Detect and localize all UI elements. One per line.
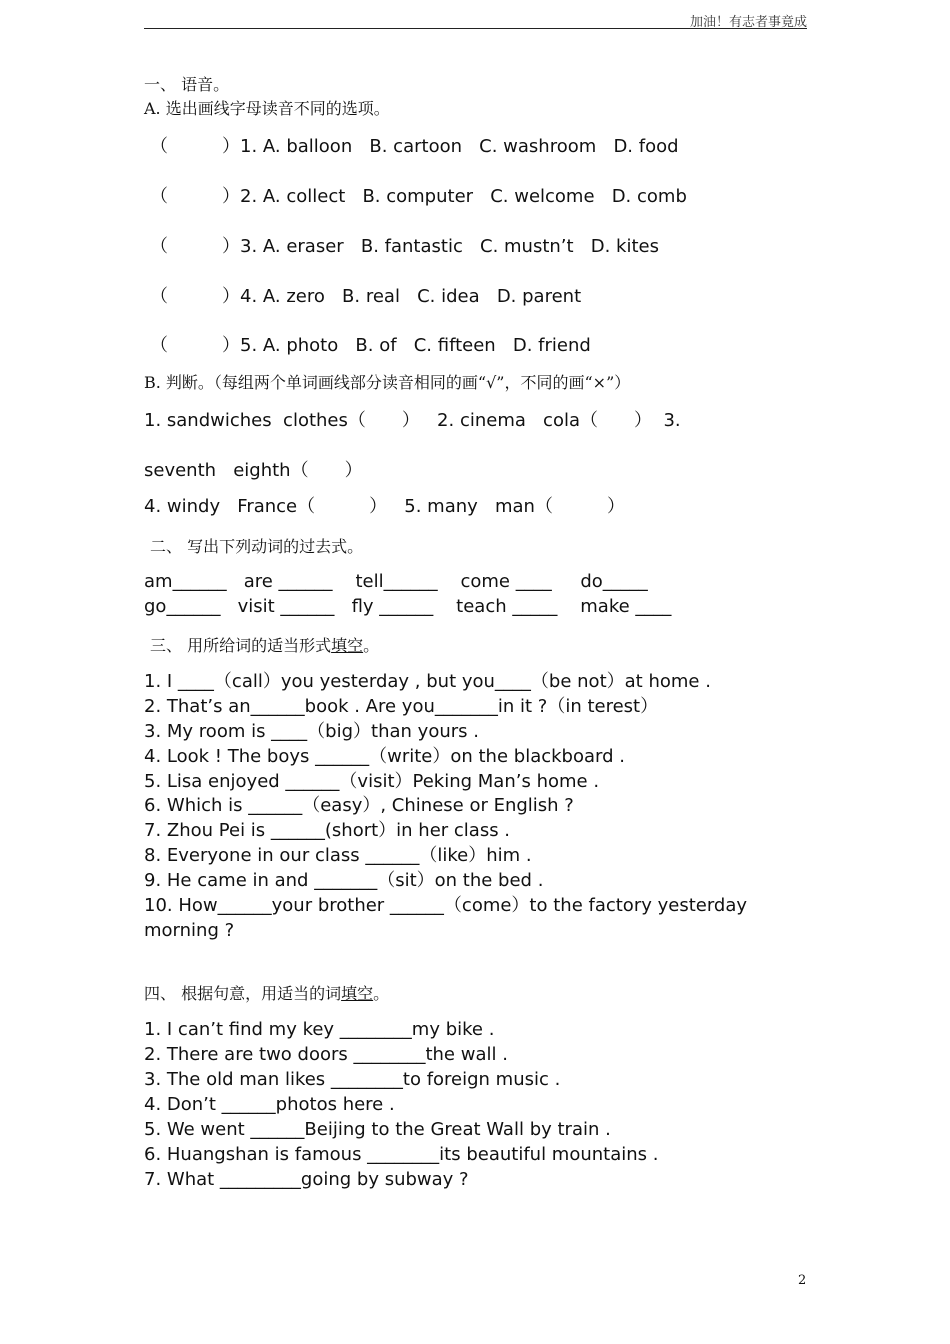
section-4-title: 四、 根据句意，用适当的词填空。 (144, 984, 390, 1003)
question-item: （ ）1. A. balloon B. cartoon C. washroom D. food (150, 136, 679, 157)
fill-item: 7. Zhou Pei is ______(short）in her class . (144, 820, 511, 841)
fill-item: 6. Huangshan is famous ________its beautiful mountains . (144, 1144, 659, 1165)
fill-item: 4. Look ! The boys ______（write）on the blackboard . (144, 746, 625, 767)
fill-item: 8. Everyone in our class ______（like）him . (144, 845, 532, 866)
fill-item: 3. My room is ____（big）than yours . (144, 721, 479, 742)
judge-line: 4. windy France（ ） 5. many man（ ） (144, 496, 625, 517)
fill-item: 3. The old man likes ________to foreign music . (144, 1069, 561, 1090)
judge-line: 1. sandwiches clothes（ ） 2. cinema cola（ ） 3. (144, 410, 681, 431)
fill-item: 6. Which is ______（easy）, Chinese or English ? (144, 795, 574, 816)
question-item: （ ）3. A. eraser B. fantastic C. mustn’t D. kites (150, 236, 659, 257)
fill-item: 2. There are two doors ________the wall . (144, 1044, 508, 1065)
part-b-title: B. 判断。（每组两个单词画线部分读音相同的画“√”，不同的画“×”） (144, 373, 631, 392)
question-item: （ ）2. A. collect B. computer C. welcome D. comb (150, 186, 687, 207)
judge-line: seventh eighth（ ） (144, 460, 363, 481)
part-a-title: A. 选出画线字母读音不同的选项。 (144, 99, 390, 118)
fill-item: 4. Don’t ______photos here . (144, 1094, 395, 1115)
question-item: （ ）4. A. zero B. real C. idea D. parent (150, 286, 582, 307)
page-number: 2 (798, 1273, 807, 1288)
page-header (144, 8, 807, 29)
fill-item: 9. He came in and _______（sit）on the bed . (144, 870, 544, 891)
header-slogan: 加油！有志者事竟成 (689, 15, 807, 30)
question-item: （ ）5. A. photo B. of C. fifteen D. friend (150, 335, 591, 356)
fill-item: 1. I ____（call）you yesterday , but you____（be not）at home . (144, 671, 711, 692)
fill-item: morning ? (144, 920, 235, 941)
fill-item: 2. That’s an______book . Are you_______in it ?（in terest） (144, 696, 659, 717)
verb-row: go______ visit ______ fly ______ teach _____ make ____ (144, 596, 672, 617)
fill-item: 1. I can’t find my key ________my bike . (144, 1019, 495, 1040)
fill-item: 10. How______your brother ______（come）to the factory yesterday (144, 895, 748, 916)
section-3-title: 三、 用所给词的适当形式填空。 (150, 636, 380, 655)
fill-item: 7. What _________going by subway ? (144, 1169, 469, 1190)
fill-item: 5. Lisa enjoyed ______（visit）Peking Man’s home . (144, 771, 600, 792)
section-1-title: 一、 语音。 (144, 75, 230, 94)
verb-row: am______ are ______ tell______ come ____ do_____ (144, 571, 648, 592)
fill-item: 5. We went ______Beijing to the Great Wall by train . (144, 1119, 611, 1140)
section-2-title: 二、 写出下列动词的过去式。 (150, 537, 364, 556)
